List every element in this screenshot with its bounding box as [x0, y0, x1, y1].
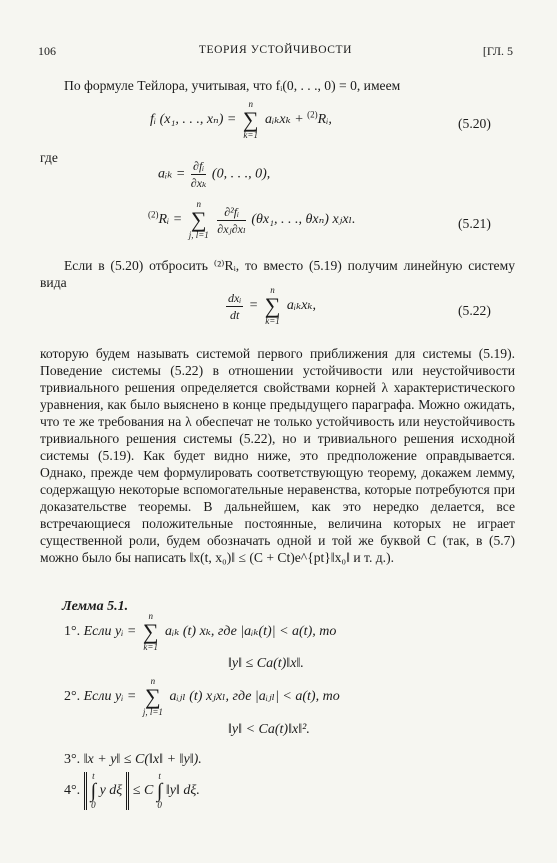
item-1-sum: [143, 612, 159, 652]
aik-denominator: ∂xₖ: [190, 176, 207, 190]
eq-5-21-numerator: ∂²fᵢ: [217, 206, 246, 221]
intro-paragraph: По формуле Тейлора, учитывая, что fᵢ(0, . . ., 0) = 0, имеем: [64, 78, 401, 93]
eq-5-20-remainder-order: (2): [307, 109, 318, 120]
lemma-item-2-result: [228, 722, 310, 738]
lemma-item-3: [64, 752, 202, 768]
eq-5-20-term: aᵢₖxₖ +: [265, 112, 304, 128]
sum-upper-limit: n: [150, 676, 156, 686]
paragraph-3: которую будем называть системой первого приближения для системы (5.19). Поведение системы (5.22) в отношении устойчивости или неустойчивости тривиального решения определяется свойствами корней λ характеристического уравнения, как было выяснено в конце предыдущего параграфа. Можно ожидать, что те же требования на λ обеспечат не только устойчивость или неустойчивость тривиального решения системы (5.22), но и тривиального решения исходной системы (5.19). Как будет видно ниже, это предположение оправдывается. Однако, прежде чем формулировать соответствующую теорему, докажем лемму, содержащую некоторые вспомогательные неравенства, которые потребуются при доказательстве теоремы. В дальнейшем, как это нередко делается, все встречающиеся положительные постоянные, величина которых не играет существенной роли, будем обозначать одной и той же буквой C (так, в (5.7) можно было бы написать ‖x(t, x₀)‖ ≤ (C + Ct)e^{pt}‖x₀‖ и т. д.).: [40, 346, 515, 565]
eq-5-22-denominator: dt: [229, 307, 240, 322]
item-text: ‖x + y‖ ≤ C(‖x‖ + ‖y‖).: [83, 752, 202, 767]
equation-5-20: [150, 100, 332, 140]
equation-5-21: [148, 200, 355, 240]
lemma-item-1: [64, 612, 336, 652]
eq-5-22-numerator: dxᵢ: [228, 290, 242, 305]
item-2-sum: [143, 677, 163, 717]
sum-upper-limit: n: [196, 199, 201, 209]
item-label: 3°.: [64, 752, 81, 767]
item-condition-end: aᵢⱼₗ (t) xⱼxₗ, где |aᵢⱼₗ| < a(t), то: [169, 689, 340, 705]
eq-5-20-lhs: fᵢ (x₁, . . ., xₙ) =: [150, 112, 237, 128]
item-label: 1°.: [64, 624, 81, 640]
item-result: ‖y‖ ≤ Ca(t)‖x‖.: [228, 656, 304, 671]
sigma-symbol: ∑: [264, 293, 281, 318]
aik-numerator: ∂fᵢ: [191, 160, 207, 175]
integral-lower-limit: 0: [91, 800, 96, 810]
equation-5-22: [224, 286, 316, 326]
sigma-symbol: ∑: [242, 107, 259, 132]
eq-5-22-sum: [265, 286, 281, 326]
sum-lower-limit: k=1: [243, 130, 258, 140]
integral-sign-left: t ∫ 0: [90, 771, 97, 810]
eq-5-21-fraction: [217, 206, 246, 235]
sigma-symbol: ∑: [145, 684, 161, 709]
eq-5-22-term: aᵢₖxₖ,: [286, 298, 317, 314]
sum-lower-limit: k=1: [265, 316, 280, 326]
item-label: 2°.: [64, 689, 81, 705]
item-condition-start: Если yᵢ =: [83, 624, 137, 640]
integral-upper-limit: t: [92, 771, 95, 781]
inequality-middle: ≤ C: [132, 783, 154, 799]
item-label: 4°.: [64, 783, 81, 799]
eq-5-22-equals: =: [248, 298, 259, 314]
norm-of-integral: [84, 772, 130, 810]
item-result: ‖y‖ < Ca(t)‖x‖².: [228, 722, 310, 737]
sum-upper-limit: n: [248, 99, 253, 109]
running-header: [38, 44, 513, 60]
equation-number-5-21: (5.21): [458, 216, 491, 231]
page-number: 106: [38, 44, 56, 58]
running-title: ТЕОРИЯ УСТОЙЧИВОСТИ: [198, 44, 353, 56]
eq-5-21-sum: [189, 200, 209, 240]
sum-lower-limit: k=1: [143, 642, 158, 652]
integrand-left: y dξ: [99, 783, 123, 799]
sum-lower-limit: j, l=1: [188, 230, 209, 240]
chapter-label: [ГЛ. 5: [482, 44, 513, 58]
eq-5-21-denominator: ∂xⱼ∂xₗ: [217, 221, 246, 236]
integral-lower-limit: 0: [157, 800, 162, 810]
eq-5-22-fraction: [226, 292, 243, 321]
integral-sign-right: t ∫ 0: [156, 771, 163, 810]
item-condition-start: Если yᵢ =: [83, 689, 137, 705]
lemma-item-4: [64, 772, 200, 810]
sum-upper-limit: n: [270, 285, 275, 295]
lemma-item-1-result: [228, 656, 304, 672]
eq-5-21-lhs: Rᵢ =: [158, 212, 183, 228]
sigma-symbol: ∑: [190, 207, 207, 232]
aik-rhs: (0, . . ., 0),: [211, 166, 271, 182]
integrand-right: ‖y‖ dξ.: [165, 783, 200, 799]
lemma-item-2: [64, 677, 340, 717]
equation-number-5-22: (5.22): [458, 303, 491, 318]
sigma-symbol: ∑: [142, 619, 159, 644]
equation-aik: [158, 160, 270, 189]
aik-fraction: [191, 160, 207, 189]
where-word: где: [40, 150, 58, 165]
equation-number-5-20: (5.20): [458, 116, 491, 131]
eq-5-20-remainder: Rᵢ,: [317, 112, 332, 128]
eq-5-21-order: (2): [148, 209, 159, 220]
item-condition-end: aᵢₖ (t) xₖ, где |aᵢₖ(t)| < a(t), то: [165, 624, 337, 640]
sum-lower-limit: j, l=1: [142, 707, 163, 717]
aik-lhs: aᵢₖ =: [158, 166, 186, 182]
sum-upper-limit: n: [148, 611, 153, 621]
paragraph-2: Если в (5.20) отбросить ⁽²⁾Rᵢ, то вместо (5.19) получим линейную систему вида: [40, 258, 515, 290]
eq-5-20-sum: [243, 100, 259, 140]
eq-5-21-rhs: (θx₁, . . ., θxₙ) xⱼxₗ.: [251, 212, 356, 228]
lemma-title: Лемма 5.1.: [62, 599, 129, 614]
integral-upper-limit: t: [158, 771, 161, 781]
